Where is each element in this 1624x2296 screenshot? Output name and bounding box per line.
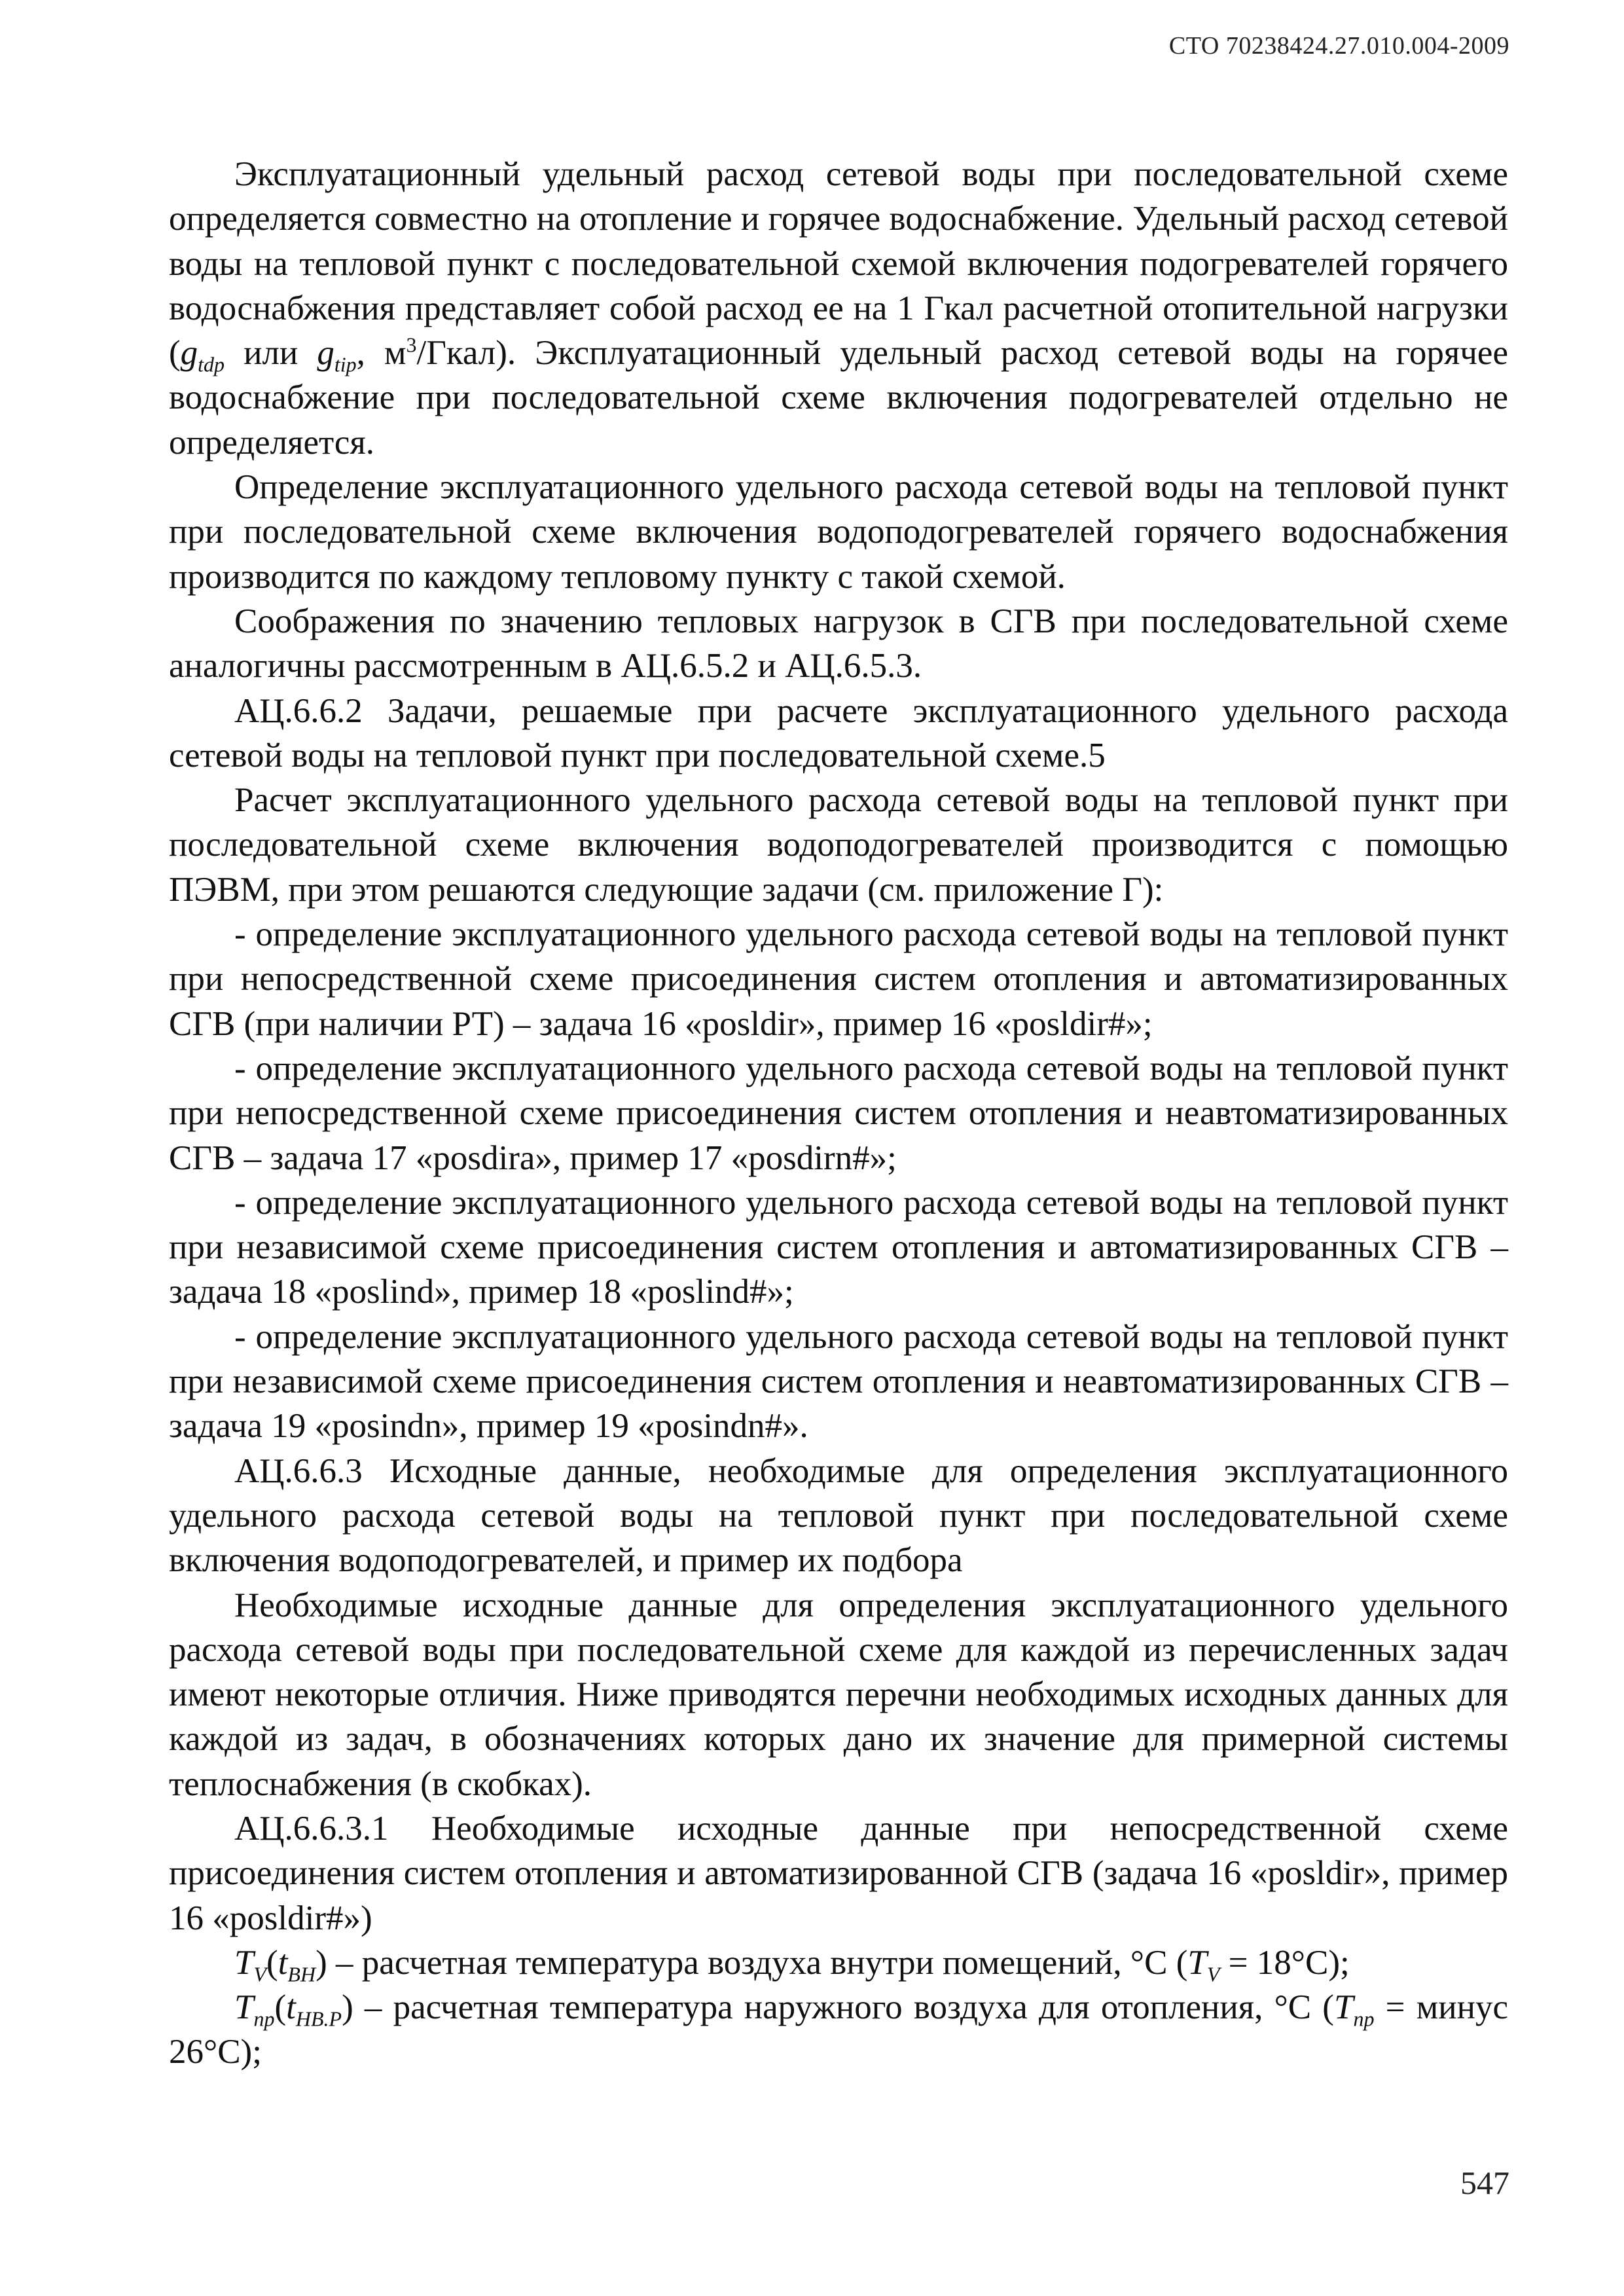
section-heading-6-6-3: АЦ.6.6.3 Исходные данные, необходимые для определения эксплуатационного удельного расхода сетевой воды на тепловой пункт при последовательной схеме включения водоподогревателей, и пример их подбора [169, 1451, 1508, 1580]
list-item-task-19: - определение эксплуатационного удельного расхода сетевой воды на тепловой пункт при независимой схеме присоединения систем отопления и неавтоматизированных СГВ – задача 19 «posindn», пример 19 «posindn#». [169, 1317, 1508, 1446]
list-item-task-17: - определение эксплуатационного удельного расхода сетевой воды на тепловой пункт при непосредственной схеме присоединения систем отопления и неавтоматизированных СГВ – задача 17 «posdira», пример 17 «posdirn#»; [169, 1049, 1508, 1177]
section-heading-6-6-3-1: АЦ.6.6.3.1 Необходимые исходные данные при непосредственной схеме присоединения систем отопления и автоматизированной СГВ (задача 16 «posldir», пример 16 «posldir#») [169, 1809, 1508, 1937]
list-item-task-16: - определение эксплуатационного удельного расхода сетевой воды на тепловой пункт при непосредственной схеме присоединения систем отопления и автоматизированных СГВ (при наличии РТ) – задача 16 «posldir», пример 16 «posldir#»; [169, 915, 1508, 1043]
document-body [169, 152, 1508, 2075]
document-code-header: СТО 70238424.27.010.004-2009 [1168, 32, 1509, 60]
paragraph-determination: Определение эксплуатационного удельного расхода сетевой воды на тепловой пункт при последовательной схеме включения водоподогревателей горячего водоснабжения производится по каждому тепловому пункту с такой схемой. [169, 468, 1508, 596]
section-heading-6-6-2: АЦ.6.6.2 Задачи, решаемые при расчете эксплуатационного удельного расхода сетевой воды на тепловой пункт при последовательной схеме.5 [169, 691, 1508, 774]
paragraph-consumption-definition: Эксплуатационный удельный расход сетевой воды при последовательной схеме определяется совместно на отопление и горячее водоснабжение. Удельный расход сетевой воды на тепловой пункт с последовательной схемой включения подогревателей горячего водоснабжения представляет собой расход ее на 1 Гкал расчетной отопительной нагрузки ($g_{tdp}$ или $g_{tip}$, $м^3/Гкал$). Эксплуатационный удельный расход сетевой воды на горячее водоснабжение при последовательной схеме включения подогревателей отдельно не определяется. [169, 155, 1508, 462]
paragraph-heat-load-notes: Соображения по значению тепловых нагрузок в СГВ при последовательной схеме аналогичны рассмотренным в АЦ.6.5.2 и АЦ.6.5.3. [169, 602, 1508, 685]
paragraph-input-data: Необходимые исходные данные для определения эксплуатационного удельного расхода сетевой воды при последовательной схеме для каждой из перечисленных задач имеют некоторые отличия. Ниже приводятся перечни необходимых исходных данных для каждой из задач, в обозначениях которых дано их значение для примерной системы теплоснабжения (в скобках). [169, 1586, 1508, 1803]
page-number: 547 [1460, 2164, 1509, 2201]
definition-outdoor-temperature: $T_{np}(t_{НВ.Р})$ – расчетная температура наружного воздуха для отопления, °С ($T_{np}$ = минус 26°С); [169, 1988, 1508, 2071]
paragraph-calculation-tasks: Расчет эксплуатационного удельного расхода сетевой воды на тепловой пункт при последовательной схеме включения водоподогревателей производится с помощью ПЭВМ, при этом решаются следующие задачи (см. приложение Г): [169, 781, 1508, 909]
list-item-task-18: - определение эксплуатационного удельного расхода сетевой воды на тепловой пункт при независимой схеме присоединения систем отопления и автоматизированных СГВ – задача 18 «poslind», пример 18 «poslind#»; [169, 1183, 1508, 1311]
definition-indoor-temperature: $T_V(t_{ВН})$ – расчетная температура воздуха внутри помещений, °С $(T_V = 18^\circ С)$; [234, 1943, 1350, 1986]
